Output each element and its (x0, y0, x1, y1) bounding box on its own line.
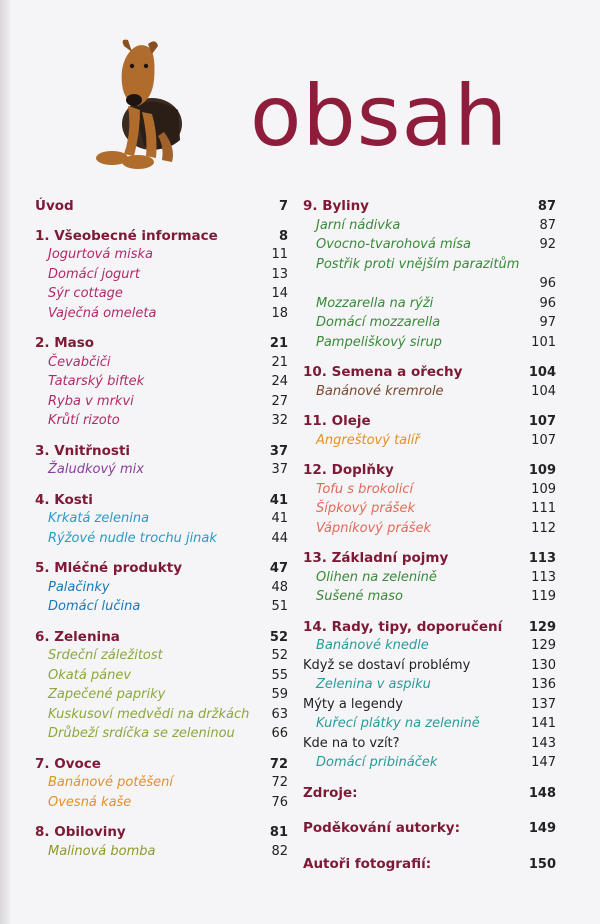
toc-entry[interactable] (35, 374, 288, 394)
toc-page-number: 109 (528, 463, 556, 478)
toc-entry[interactable] (303, 658, 556, 678)
toc-page-number: 107 (528, 414, 556, 429)
toc-entry-title: Tatarský biftek (48, 374, 145, 389)
toc-spacer (303, 609, 556, 619)
toc-page-number: 81 (269, 825, 288, 840)
toc-page-number: 87 (539, 217, 556, 233)
toc-entry[interactable] (303, 589, 556, 609)
dog-photo (94, 36, 190, 170)
toc-chapter[interactable] (303, 785, 556, 805)
toc-entry-title: Když se dostaví problémy (303, 657, 471, 673)
toc-page-number: 27 (271, 393, 288, 409)
toc-entry-title: Žaludkový mix (48, 462, 144, 477)
toc-entry[interactable] (303, 736, 556, 756)
toc-chapter[interactable] (35, 228, 288, 248)
toc-chapter[interactable] (303, 619, 556, 639)
toc-entry[interactable] (303, 315, 556, 335)
toc-entry[interactable] (303, 433, 556, 453)
toc-entry-title: Malinová bomba (48, 843, 156, 859)
toc-entry[interactable] (303, 697, 556, 717)
toc-entry[interactable] (303, 521, 556, 541)
toc-entry-title: Ovocno-tvarohová mísa (316, 237, 471, 252)
toc-page-number: 21 (269, 336, 288, 351)
toc-page-number: 129 (531, 638, 556, 653)
toc-entry-title: Domácí lučina (48, 599, 141, 614)
toc-entry[interactable] (303, 677, 556, 697)
toc-entry[interactable] (303, 482, 556, 502)
toc-page-number: 13 (271, 266, 288, 282)
toc-page-number: 109 (531, 481, 556, 497)
toc-entry-title: Angreštový talíř (316, 432, 420, 448)
toc-chapter[interactable] (303, 462, 556, 482)
toc-entry-title: Sýr cottage (48, 286, 123, 301)
toc-chapter[interactable] (35, 824, 288, 844)
toc-page-number: 76 (271, 794, 288, 810)
toc-entry-title: Banánové potěšení (48, 775, 174, 790)
toc-spacer (35, 619, 288, 629)
toc-spacer (35, 746, 288, 756)
toc-spacer (35, 814, 288, 824)
toc-page-number: 96 (539, 276, 556, 291)
toc-entry[interactable] (35, 267, 288, 287)
toc-chapter[interactable] (35, 629, 288, 649)
toc-page-number: 41 (271, 511, 288, 526)
toc-entry[interactable] (303, 638, 556, 658)
toc-page-number: 52 (271, 648, 288, 663)
toc-entry[interactable] (35, 775, 288, 795)
toc-entry-title: Vaječná omeleta (48, 305, 157, 321)
toc-spacer (35, 550, 288, 560)
toc-chapter[interactable] (35, 443, 288, 463)
toc-page-number: 119 (531, 589, 556, 604)
toc-entry[interactable] (303, 570, 556, 590)
toc-entry-title: Okatá pánev (48, 667, 132, 683)
toc-page-number: 101 (531, 334, 556, 350)
toc-spacer (303, 354, 556, 364)
toc-entry[interactable] (303, 237, 556, 257)
toc-page-number: 63 (271, 706, 288, 722)
toc-page-number: 112 (531, 520, 556, 536)
toc-entry[interactable] (35, 844, 288, 864)
toc-entry-title: Kuskusoví medvědi na držkách (48, 706, 250, 722)
toc-entry[interactable] (303, 716, 556, 736)
toc-entry-title: Banánové knedle (316, 638, 429, 653)
toc-entry[interactable] (303, 501, 556, 521)
toc-entry-title: 5. Mléčné produkty (35, 560, 183, 576)
toc-entry[interactable] (35, 511, 288, 531)
toc-page-number: 7 (278, 199, 288, 214)
toc-entry-title: Domácí mozzarella (316, 315, 441, 330)
toc-entry-title: Domácí pribináček (316, 755, 438, 770)
toc-entry-title: Čevabčiči (48, 354, 111, 370)
toc-entry[interactable] (35, 795, 288, 815)
toc-entry-title: Pampeliškový sirup (316, 334, 442, 350)
toc-page-number: 37 (271, 462, 288, 477)
toc-page-number: 107 (531, 432, 556, 448)
toc-entry-title: 12. Doplňky (303, 462, 394, 478)
toc-chapter[interactable] (303, 198, 556, 218)
toc-page-number: 113 (531, 569, 556, 585)
toc-chapter[interactable] (303, 856, 556, 876)
toc-entry-title: Kuřecí plátky na zelenině (316, 716, 480, 731)
toc-page-number: 104 (531, 383, 556, 399)
toc-page-number: 52 (269, 629, 288, 645)
toc-page-number: 55 (271, 667, 288, 683)
toc-entry-title: 7. Ovoce (35, 755, 101, 772)
toc-page-number: 59 (271, 687, 288, 702)
toc-page-number: 32 (271, 413, 288, 428)
toc-entry[interactable] (35, 707, 288, 727)
toc-entry-title: Mozzarella na rýži (316, 295, 434, 311)
toc-page-number: 137 (531, 696, 556, 712)
toc-entry-title: Tofu s brokolicí (316, 481, 414, 497)
toc-entry-title: Olihen na zelenině (316, 569, 437, 585)
toc-entry-title: Poděkování autorky: (303, 820, 461, 836)
toc-page-number: 129 (528, 619, 556, 635)
toc-page-number: 87 (537, 199, 556, 214)
toc-page-number: 72 (271, 775, 288, 790)
toc-spacer (303, 452, 556, 462)
toc-page-number: 104 (528, 365, 556, 380)
page-title: obsah (250, 67, 509, 165)
toc-entry-title: Domácí jogurt (48, 266, 140, 282)
toc-page-number: 8 (278, 228, 288, 244)
toc-entry-title: Palačinky (48, 579, 110, 595)
toc-page-number: 92 (539, 237, 556, 252)
toc-page-number: 111 (531, 501, 556, 516)
toc-entry-title: Vápníkový prášek (316, 520, 431, 536)
toc-chapter[interactable] (35, 492, 288, 512)
toc-page-number: 72 (269, 756, 288, 772)
toc-entry-title: Postřik proti vnějším parazitům (316, 256, 520, 272)
toc-spacer (35, 482, 288, 492)
toc-page-number: 96 (539, 295, 556, 311)
toc-chapter[interactable] (35, 560, 288, 580)
toc-spacer (303, 804, 556, 820)
toc-spacer (303, 775, 556, 785)
toc-chapter[interactable] (35, 756, 288, 776)
toc-entry-title: Úvod (35, 198, 74, 214)
toc-entry[interactable] (303, 257, 556, 277)
toc-entry[interactable] (35, 726, 288, 746)
toc-entry[interactable] (35, 531, 288, 551)
toc-entry-title: Krůtí rizoto (48, 413, 120, 428)
toc-spacer (303, 540, 556, 550)
book-spine-shadow (0, 0, 10, 924)
toc-page-number: 150 (528, 856, 556, 872)
toc-page-number: 14 (271, 286, 288, 301)
toc-entry-title: Šípkový prášek (316, 501, 415, 516)
toc-entry[interactable] (35, 668, 288, 688)
toc-page-number: 51 (271, 599, 288, 614)
toc-spacer (35, 433, 288, 443)
toc-spacer (303, 403, 556, 413)
toc-page-number: 136 (531, 677, 556, 692)
toc-entry[interactable] (303, 755, 556, 775)
toc-entry-title: Zelenina v aspiku (316, 677, 431, 692)
toc-entry[interactable] (35, 306, 288, 326)
toc-chapter[interactable] (35, 335, 288, 355)
toc-entry[interactable] (35, 599, 288, 619)
toc-entry-title: 10. Semena a ořechy (303, 364, 463, 380)
toc-entry[interactable] (35, 648, 288, 668)
toc-page-number: 143 (531, 735, 556, 751)
toc-entry-title: Zdroje: (303, 784, 358, 801)
toc-entry[interactable] (303, 335, 556, 355)
toc-entry-title: 11. Oleje (303, 413, 371, 429)
toc-page-number: 44 (271, 530, 288, 546)
toc-page-number: 18 (271, 305, 288, 321)
toc-entry-title: 6. Zelenina (35, 628, 120, 645)
toc-entry-title: Srdeční záležitost (48, 648, 163, 663)
toc-entry[interactable] (35, 286, 288, 306)
toc-entry-title: Banánové kremrole (316, 383, 444, 399)
toc-spacer (35, 325, 288, 335)
toc-page-number: 141 (531, 716, 556, 731)
toc-entry[interactable] (35, 580, 288, 600)
toc-entry[interactable] (35, 247, 288, 267)
toc-page-number: 11 (271, 247, 288, 262)
toc-chapter[interactable] (303, 820, 556, 840)
toc-entry-title: Kde na to vzít? (303, 735, 400, 751)
toc-column-left (35, 198, 288, 863)
toc-entry-title: Krkatá zelenina (48, 511, 150, 526)
toc-entry-title: 13. Základní pojmy (303, 550, 449, 566)
toc-entry[interactable] (35, 687, 288, 707)
toc-page-number: 24 (271, 374, 288, 389)
toc-entry[interactable] (35, 355, 288, 375)
toc-entry[interactable] (303, 218, 556, 238)
toc-entry-title: Drůbeží srdíčka se zeleninou (48, 726, 235, 741)
toc-page-number: 47 (269, 561, 288, 576)
toc-column-right (303, 198, 556, 875)
toc-entry[interactable] (35, 462, 288, 482)
toc-entry-title: Ovesná kaše (48, 794, 132, 810)
toc-page-number: 21 (271, 354, 288, 370)
toc-entry-title: Zapečené papriky (48, 687, 166, 702)
toc-entry[interactable] (35, 394, 288, 414)
toc-page-number: 149 (528, 821, 556, 836)
toc-entry[interactable] (303, 296, 556, 316)
toc-entry-title: Ryba v mrkvi (48, 393, 134, 409)
toc-spacer (35, 218, 288, 228)
toc-entry-title: 3. Vnitřnosti (35, 442, 131, 459)
toc-entry-title: 1. Všeobecné informace (35, 227, 218, 244)
toc-chapter[interactable] (303, 550, 556, 570)
toc-entry-title: 2. Maso (35, 335, 95, 351)
toc-entry-title: Jarní nádivka (316, 217, 401, 233)
toc-chapter[interactable] (303, 413, 556, 433)
toc-spacer (303, 840, 556, 856)
toc-page-number: 82 (271, 843, 288, 859)
toc-entry-title: 9. Byliny (303, 198, 369, 214)
toc-page-number: 147 (531, 755, 556, 770)
toc-page-number: 41 (269, 492, 288, 508)
toc-page-number: 148 (528, 785, 556, 801)
toc-page-number: 37 (269, 443, 288, 459)
toc-entry-title: Jogurtová miska (48, 247, 154, 262)
toc-entry-title: Mýty a legendy (303, 696, 403, 712)
toc-entry-title: Sušené maso (316, 589, 403, 604)
toc-entry[interactable] (303, 276, 556, 296)
toc-entry-title: Rýžové nudle trochu jinak (48, 530, 217, 546)
toc-chapter[interactable] (303, 364, 556, 384)
toc-entry[interactable] (35, 413, 288, 433)
toc-page-number: 66 (271, 726, 288, 741)
toc-entry-title: 4. Kosti (35, 491, 93, 508)
toc-page-number: 97 (539, 315, 556, 330)
toc-entry-title: 14. Rady, tipy, doporučení (303, 618, 503, 635)
toc-entry-title: 8. Obiloviny (35, 824, 126, 840)
toc-entry-title: Autoři fotografií: (303, 855, 432, 872)
toc-page-number: 113 (528, 551, 556, 566)
toc-page-number: 48 (271, 579, 288, 595)
toc-chapter[interactable] (35, 198, 288, 218)
toc-page-number: 130 (531, 657, 556, 673)
toc-entry[interactable] (303, 384, 556, 404)
